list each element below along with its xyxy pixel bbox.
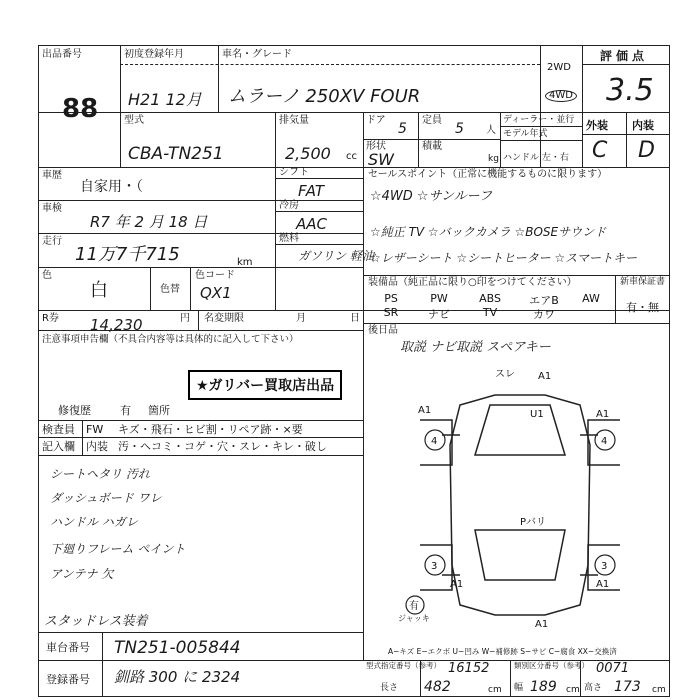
first-reg-label: 初度登録年月 xyxy=(124,49,184,60)
rear-seat-label: 後日品 xyxy=(368,325,398,336)
fuel-value: ガソリン 軽油 xyxy=(298,249,374,263)
comment-1: シートヘタリ 汚れ xyxy=(50,467,150,481)
equipment-ps: PS xyxy=(384,292,398,305)
mark-4-right: 4 xyxy=(601,436,608,447)
mileage-unit: km xyxy=(237,257,253,268)
color-change-label: 色替 xyxy=(160,284,180,295)
mark-a1-top: A1 xyxy=(538,371,552,382)
selling-point-line-1: ☆4WD ☆サンルーフ xyxy=(370,189,492,204)
capacity-label: 定員 xyxy=(422,115,442,126)
first-reg-value: H21 12月 xyxy=(128,90,202,109)
recycle-unit: 円 xyxy=(180,313,190,324)
height-unit: cm xyxy=(652,685,666,695)
model-year-label: モデル年式 xyxy=(503,129,548,139)
meigi-month: 月 xyxy=(296,313,306,324)
mileage-label: 走行 xyxy=(42,236,62,247)
equipment-tv: TV xyxy=(482,306,498,319)
selling-point-line-2: ☆純正 TV ☆バックカメラ ☆BOSEサウンド xyxy=(370,225,607,239)
interior-row: 汚・ヘコミ・コゲ・穴・スレ・キレ・破し xyxy=(118,440,327,453)
capacity-unit: 人 xyxy=(486,125,496,136)
length-label: 長さ xyxy=(380,683,399,693)
interior-value: D xyxy=(638,138,655,163)
new-warranty-value: 有・無 xyxy=(626,301,659,314)
meigi-day: 日 xyxy=(350,313,360,324)
mark-a1-lower-left: A1 xyxy=(450,579,464,590)
mark-a1-bottom: A1 xyxy=(535,619,549,630)
width-unit: cm xyxy=(566,685,580,695)
equipment-aw: AW xyxy=(582,292,600,305)
mark-ari: 有 xyxy=(409,601,419,612)
equipment-label: 装備品（純正品に限り○印をつけてください） xyxy=(368,277,577,288)
shape-value: SW xyxy=(368,150,394,169)
car-name-label: 車名・グレード xyxy=(222,49,292,60)
displacement-unit: cc xyxy=(346,151,357,162)
height-value: 173 xyxy=(614,679,641,695)
capacity-value: 5 xyxy=(455,121,464,137)
equipment-navi: ナビ xyxy=(428,308,450,321)
mark-a1-lower-right: A1 xyxy=(596,579,610,590)
height-label: 高さ xyxy=(584,683,603,693)
registration-label: 登録番号 xyxy=(46,673,90,686)
selling-points-label: セールスポイント（正常に機能するものに限ります） xyxy=(368,169,608,180)
chassis-label: 車台番号 xyxy=(46,641,90,654)
recycle-label: R券 xyxy=(42,313,59,324)
mark-jack: ジャッキ xyxy=(398,614,430,623)
model-value: CBA-TN251 xyxy=(128,144,224,164)
shift-value: FAT xyxy=(298,182,325,200)
mark-4-left: 4 xyxy=(431,436,438,447)
recycle-value: 14,230 xyxy=(90,316,143,334)
exterior-label: 外装 xyxy=(586,119,608,132)
mark-sure: スレ xyxy=(495,369,515,380)
car-damage-diagram xyxy=(360,365,680,630)
color-label: 色 xyxy=(42,270,52,281)
ac-label: 冷房 xyxy=(279,200,299,211)
comment-3: ハンドル ハガレ xyxy=(50,515,138,529)
length-value: 482 xyxy=(424,679,451,695)
model-label: 型式 xyxy=(124,115,144,126)
notes-label: 注意事項申告欄（不具合内容等は具体的に記入して下さい） xyxy=(42,334,299,345)
length-unit: cm xyxy=(488,685,502,695)
width-value: 189 xyxy=(530,679,557,695)
car-name-value: ムラーノ 250XV FOUR xyxy=(228,86,421,107)
doors-value: 5 xyxy=(398,121,407,137)
new-warranty-label: 新車保証書 xyxy=(620,277,666,287)
damage-legend: A−キズ E−エクボ U−凹み W−補修跡 S−サビ C−腐食 XX−交換済 xyxy=(388,647,617,656)
doors-label: ドア xyxy=(366,115,386,126)
entry-label: 記入欄 xyxy=(42,440,75,453)
mark-a1-left: A1 xyxy=(418,405,432,416)
interior-check-label: 内装 xyxy=(86,440,108,453)
score-label: 評価点 xyxy=(600,49,649,63)
mark-pbari: Pバリ xyxy=(520,517,547,528)
width-label: 幅 xyxy=(514,683,524,693)
shape-label: 形状 xyxy=(366,141,386,152)
drive-2wd: 2WD xyxy=(547,62,571,73)
registration-value: 釧路 300 に 2324 xyxy=(114,668,241,686)
equipment-airbag: エアB xyxy=(529,294,559,307)
fuel-label: 燃料 xyxy=(279,233,299,244)
comment-2: ダッシュボード ワレ xyxy=(50,491,162,505)
repair-place-label: 箇所 xyxy=(148,404,170,417)
handle-label: ハンドル 左・右 xyxy=(503,153,569,163)
equipment-pw: PW xyxy=(430,292,448,305)
selling-point-line-3: ☆レザーシート ☆シートヒーター ☆スマートキー xyxy=(370,251,637,265)
ac-value: AAC xyxy=(296,215,327,233)
chassis-value: TN251-005844 xyxy=(114,638,241,658)
color-value: 白 xyxy=(90,280,108,301)
mark-a1-right: A1 xyxy=(596,409,610,420)
equipment-sr: SR xyxy=(383,306,399,319)
studless-note: スタッドレス装着 xyxy=(44,614,148,629)
exterior-value: C xyxy=(592,138,608,163)
type-cert-label: 型式指定番号（参考） xyxy=(366,661,441,670)
dealer-label: ディーラー・並行 xyxy=(503,115,575,125)
fw-label: FW xyxy=(86,423,104,436)
shift-label: シフト xyxy=(279,167,309,178)
color-code-value: QX1 xyxy=(200,284,232,302)
mark-3-left: 3 xyxy=(431,561,438,572)
interior-label: 内装 xyxy=(632,119,654,132)
lot-number: 88 xyxy=(62,94,99,124)
color-code-label: 色コード xyxy=(195,270,235,281)
category-value: 0071 xyxy=(596,661,630,676)
lot-label: 出品番号 xyxy=(42,49,82,60)
load-label: 積載 xyxy=(422,141,442,152)
drive-4wd: 4WD xyxy=(545,90,577,102)
displacement-value: 2,500 xyxy=(285,144,331,163)
meigi-label: 名変期限 xyxy=(204,313,244,324)
comment-4: 下廻りフレーム ペイント xyxy=(50,542,186,556)
score-value: 3.5 xyxy=(606,73,654,108)
comment-5: アンテナ 欠 xyxy=(50,567,114,581)
mark-u1: U1 xyxy=(530,409,544,420)
displacement-label: 排気量 xyxy=(279,115,309,126)
mileage-value: 11万7千715 xyxy=(75,244,180,265)
rear-seat-value: 取説 ナビ取説 スペアキー xyxy=(400,340,551,355)
scratch-row: キズ・飛石・ヒビ割・リペア跡・×要 xyxy=(118,423,303,436)
repair-history-value: 有 xyxy=(120,404,131,417)
equipment-leather: カワ xyxy=(533,308,555,321)
category-label: 類別区分番号（参考） xyxy=(514,661,589,670)
mark-3-right: 3 xyxy=(601,561,608,572)
inspector-label: 検査員 xyxy=(42,423,75,436)
type-cert-value: 16152 xyxy=(448,661,490,676)
inspection-label: 車検 xyxy=(42,203,62,214)
load-unit: kg xyxy=(488,154,499,164)
equipment-abs: ABS xyxy=(479,292,501,305)
repair-history-label: 修復歴 xyxy=(58,404,91,417)
gulliver-stamp: ★ガリバー買取店出品 xyxy=(188,370,342,400)
history-type-label: 車歴 xyxy=(42,170,62,181)
inspection-value: R7 年 2 月 18 日 xyxy=(90,213,208,231)
history-type-value: 自家用・（ xyxy=(80,179,143,195)
